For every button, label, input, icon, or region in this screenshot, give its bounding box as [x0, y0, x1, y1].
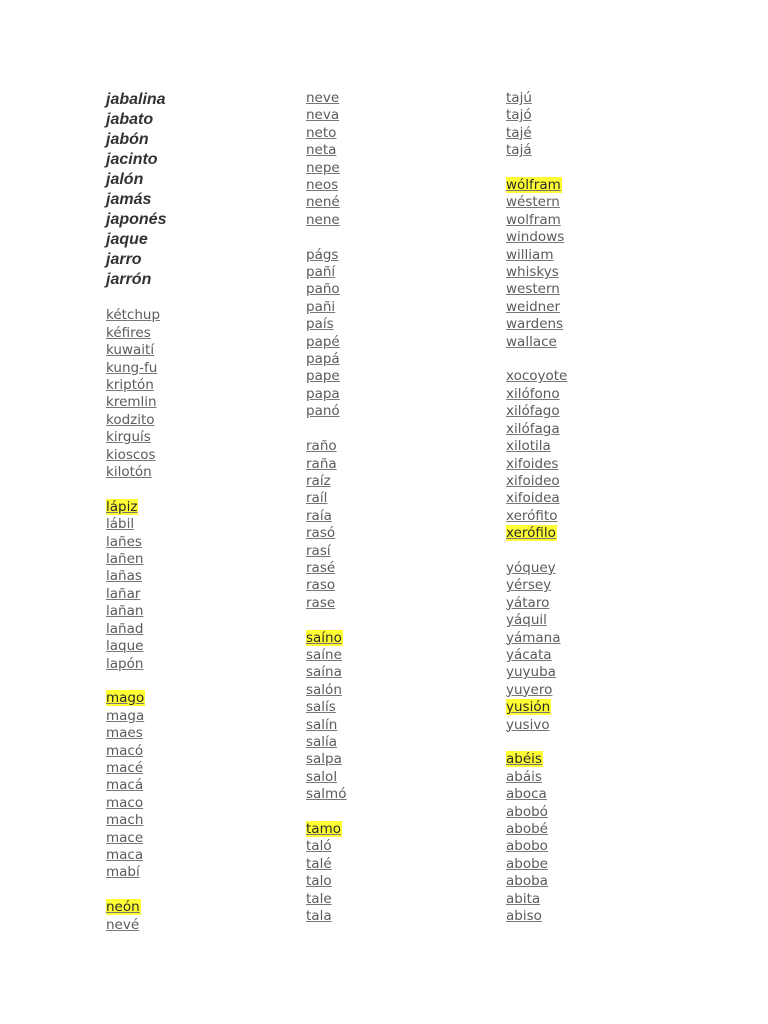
word-link[interactable]	[106, 464, 166, 481]
word-link[interactable]	[506, 264, 568, 281]
word-link[interactable]	[506, 334, 568, 351]
word-text: yámana	[506, 629, 561, 646]
word-link[interactable]	[306, 717, 347, 734]
word-text: tala	[306, 908, 332, 925]
word-link[interactable]	[306, 856, 347, 873]
word-link[interactable]	[506, 838, 568, 855]
word-text: xifoidea	[506, 490, 560, 507]
word-link[interactable]	[506, 403, 568, 420]
word-link[interactable]	[306, 90, 347, 107]
word-text: kirguís	[106, 429, 151, 446]
word-link[interactable]	[106, 429, 166, 446]
word-text: papé	[306, 333, 340, 350]
word-text: nepe	[306, 159, 340, 176]
word-text: tamo	[306, 821, 341, 837]
word-link[interactable]	[306, 751, 347, 768]
highlighted-word-link[interactable]	[106, 899, 166, 916]
word-text: rasó	[306, 525, 336, 542]
word-link[interactable]	[106, 795, 166, 812]
word-text: abobó	[506, 803, 548, 820]
word-link[interactable]	[306, 647, 347, 664]
word-link[interactable]	[306, 142, 347, 159]
word-group	[306, 821, 347, 925]
group-spacer	[106, 290, 166, 307]
bold-word	[106, 250, 166, 270]
word-text: yáquil	[506, 612, 547, 629]
group-spacer	[306, 612, 347, 629]
word-text: abiso	[506, 908, 542, 925]
bold-word	[106, 190, 166, 210]
word-link[interactable]	[306, 299, 347, 316]
word-text: yátaro	[506, 594, 550, 611]
word-text: panó	[306, 403, 340, 420]
word-link[interactable]	[106, 307, 166, 324]
word-text: talo	[306, 873, 332, 890]
word-link[interactable]	[106, 847, 166, 864]
word-text: lábil	[106, 516, 135, 533]
word-text: kilotón	[106, 464, 152, 481]
word-link[interactable]	[306, 281, 347, 298]
word-link[interactable]	[506, 438, 568, 455]
word-text: yuyero	[506, 681, 553, 698]
group-spacer	[306, 229, 347, 246]
word-link[interactable]	[306, 769, 347, 786]
word-link[interactable]	[106, 812, 166, 829]
highlighted-word-link[interactable]	[506, 177, 568, 194]
word-link[interactable]	[506, 577, 568, 594]
word-link[interactable]	[306, 107, 347, 124]
word-text: aboba	[506, 873, 548, 890]
word-link[interactable]	[106, 586, 166, 603]
word-text: tajú	[506, 90, 532, 106]
highlighted-word-link[interactable]	[506, 699, 568, 716]
word-group	[306, 247, 347, 421]
word-link[interactable]	[306, 595, 347, 612]
word-text: lañas	[106, 568, 142, 585]
bold-word	[106, 110, 166, 130]
word-text: rasé	[306, 559, 336, 576]
word-link[interactable]	[306, 160, 347, 177]
word-link[interactable]	[106, 656, 166, 673]
word-text: kuwaití	[106, 342, 155, 359]
word-text: nene	[306, 211, 340, 228]
word-text: lañes	[106, 533, 142, 550]
word-link[interactable]	[106, 638, 166, 655]
word-text: laque	[106, 638, 144, 655]
word-link[interactable]	[106, 325, 166, 342]
highlighted-word-link[interactable]	[506, 525, 568, 542]
word-link[interactable]	[106, 377, 166, 394]
word-text: rasí	[306, 542, 331, 559]
word-link[interactable]	[506, 386, 568, 403]
bold-word	[106, 230, 166, 250]
word-text: págs	[306, 246, 339, 263]
word-text: salpa	[306, 751, 342, 768]
word-group	[306, 438, 347, 612]
word-text: abáis	[506, 768, 542, 785]
word-link[interactable]	[306, 194, 347, 211]
word-text: macá	[106, 777, 144, 794]
word-link[interactable]	[306, 560, 347, 577]
word-text: xilotila	[506, 438, 551, 455]
word-link[interactable]	[306, 508, 347, 525]
word-group	[506, 90, 568, 160]
word-link[interactable]	[506, 786, 568, 803]
word-link[interactable]	[506, 107, 568, 124]
word-text: saíne	[306, 646, 342, 663]
word-text: jarrón	[106, 271, 152, 288]
word-column-2	[306, 90, 347, 925]
word-link[interactable]	[506, 490, 568, 507]
word-text: kéfires	[106, 324, 151, 341]
word-text: maga	[106, 707, 145, 724]
group-spacer	[306, 804, 347, 821]
word-text: xerófito	[506, 507, 558, 524]
word-text: neto	[306, 124, 337, 141]
word-text: raño	[306, 438, 337, 455]
word-link[interactable]	[106, 516, 166, 533]
word-link[interactable]	[106, 551, 166, 568]
word-link[interactable]	[506, 212, 568, 229]
word-link[interactable]	[106, 394, 166, 411]
word-text: macó	[106, 742, 144, 759]
word-text: kung-fu	[106, 359, 158, 376]
word-link[interactable]	[106, 864, 166, 881]
word-link[interactable]	[106, 447, 166, 464]
word-text: wólfram	[506, 177, 561, 194]
word-link[interactable]	[306, 264, 347, 281]
word-group	[106, 90, 166, 290]
word-link[interactable]	[506, 664, 568, 681]
word-text: neón	[106, 899, 140, 916]
word-text: neva	[306, 107, 340, 124]
word-link[interactable]	[306, 473, 347, 490]
word-link[interactable]	[106, 568, 166, 585]
word-text: xifoideo	[506, 472, 560, 489]
word-text: xerófilo	[506, 525, 556, 542]
word-link[interactable]	[506, 612, 568, 629]
word-link[interactable]	[506, 908, 568, 925]
word-group	[506, 751, 568, 925]
word-text: weidner	[506, 298, 561, 315]
word-link[interactable]	[306, 386, 347, 403]
word-column-3	[506, 90, 568, 925]
word-link[interactable]	[506, 194, 568, 211]
highlighted-word-link[interactable]	[306, 630, 347, 647]
word-text: taló	[306, 838, 332, 855]
word-text: japonés	[106, 211, 167, 228]
word-text: abobe	[506, 855, 548, 872]
word-text: neve	[306, 90, 340, 106]
word-text: wardens	[506, 316, 564, 333]
word-text: mabí	[106, 864, 140, 881]
word-text: maco	[106, 794, 144, 811]
word-link[interactable]	[106, 777, 166, 794]
word-text: abobé	[506, 821, 548, 837]
word-link[interactable]	[506, 281, 568, 298]
word-text: yusión	[506, 699, 551, 716]
word-text: paño	[306, 281, 340, 298]
bold-word	[106, 270, 166, 290]
word-text: salmó	[306, 786, 347, 803]
word-link[interactable]	[106, 725, 166, 742]
word-text: nevé	[106, 916, 140, 933]
word-text: saína	[306, 664, 342, 681]
word-text: neos	[306, 177, 339, 194]
word-text: aboca	[506, 786, 547, 803]
word-link[interactable]	[106, 603, 166, 620]
bold-word	[106, 210, 166, 230]
word-text: yácata	[506, 646, 552, 663]
word-link[interactable]	[506, 142, 568, 159]
bold-word	[106, 170, 166, 190]
word-link[interactable]	[506, 229, 568, 246]
word-text: mace	[106, 829, 144, 846]
word-text: jamás	[106, 191, 152, 208]
word-link[interactable]	[506, 682, 568, 699]
word-link[interactable]	[506, 90, 568, 107]
word-text: talé	[306, 855, 332, 872]
word-text: salón	[306, 681, 342, 698]
word-link[interactable]	[306, 664, 347, 681]
word-link[interactable]	[506, 125, 568, 142]
word-group	[306, 630, 347, 804]
word-text: yusivo	[506, 716, 550, 733]
word-text: tajó	[506, 107, 532, 124]
word-link[interactable]	[306, 351, 347, 368]
word-text: macé	[106, 759, 144, 776]
word-link[interactable]	[506, 316, 568, 333]
word-link[interactable]	[506, 368, 568, 385]
word-text: william	[506, 246, 554, 263]
word-text: papa	[306, 385, 340, 402]
word-text: maca	[106, 846, 144, 863]
word-link[interactable]	[106, 830, 166, 847]
word-link[interactable]	[306, 891, 347, 908]
word-link[interactable]	[506, 508, 568, 525]
word-link[interactable]	[306, 247, 347, 264]
word-link[interactable]	[306, 368, 347, 385]
word-text: rase	[306, 594, 336, 611]
word-text: jacinto	[106, 151, 158, 168]
word-text: tale	[306, 890, 332, 907]
word-link[interactable]	[106, 360, 166, 377]
word-group	[506, 368, 568, 542]
word-group	[306, 90, 347, 229]
word-link[interactable]	[506, 560, 568, 577]
group-spacer	[506, 543, 568, 560]
word-text: jabón	[106, 131, 149, 148]
word-link[interactable]	[106, 917, 166, 934]
highlighted-word-link[interactable]	[106, 690, 166, 707]
word-text: whiskys	[506, 264, 559, 281]
word-text: wéstern	[506, 194, 560, 211]
word-text: yérsey	[506, 577, 552, 594]
word-text: jabalina	[106, 91, 166, 108]
word-link[interactable]	[106, 534, 166, 551]
word-text: papá	[306, 351, 340, 368]
word-link[interactable]	[506, 821, 568, 838]
word-link[interactable]	[506, 595, 568, 612]
word-text: pape	[306, 368, 340, 385]
word-text: raña	[306, 455, 337, 472]
highlighted-word-link[interactable]	[506, 751, 568, 768]
word-link[interactable]	[506, 873, 568, 890]
word-text: kioscos	[106, 446, 156, 463]
word-column-1	[106, 90, 166, 934]
word-text: salol	[306, 768, 338, 785]
word-text: lañan	[106, 603, 144, 620]
word-link[interactable]	[106, 412, 166, 429]
word-group	[506, 560, 568, 734]
word-link[interactable]	[506, 473, 568, 490]
word-text: pañi	[306, 298, 336, 315]
word-text: abita	[506, 890, 541, 907]
word-text: salía	[306, 733, 338, 750]
word-text: saíno	[306, 629, 342, 646]
word-text: wolfram	[506, 211, 561, 228]
word-text: jaque	[106, 231, 148, 248]
bold-word	[106, 90, 166, 110]
word-group	[106, 499, 166, 673]
group-spacer	[506, 734, 568, 751]
word-text: lañar	[106, 585, 141, 602]
word-text: western	[506, 281, 560, 298]
word-link[interactable]	[306, 734, 347, 751]
word-link[interactable]	[306, 177, 347, 194]
word-link[interactable]	[506, 247, 568, 264]
word-group	[106, 307, 166, 481]
word-link[interactable]	[106, 342, 166, 359]
word-text: salís	[306, 699, 336, 716]
word-link[interactable]	[506, 299, 568, 316]
word-text: lapón	[106, 655, 144, 672]
word-text: mach	[106, 812, 144, 829]
word-link[interactable]	[306, 786, 347, 803]
word-text: xilófago	[506, 403, 560, 420]
word-link[interactable]	[306, 838, 347, 855]
group-spacer	[506, 160, 568, 177]
word-text: raso	[306, 577, 336, 594]
word-link[interactable]	[106, 760, 166, 777]
word-text: xifoides	[506, 455, 559, 472]
word-link[interactable]	[306, 490, 347, 507]
word-text: xilófaga	[506, 420, 560, 437]
word-text: yuyuba	[506, 664, 556, 681]
word-text: mago	[106, 690, 145, 707]
word-text: lañad	[106, 620, 144, 637]
word-link[interactable]	[306, 699, 347, 716]
word-link[interactable]	[506, 647, 568, 664]
word-text: jalón	[106, 171, 144, 188]
word-text: windows	[506, 229, 565, 246]
word-text: xocoyote	[506, 368, 568, 385]
word-text: pañí	[306, 264, 336, 281]
word-text: kriptón	[106, 377, 154, 394]
word-text: maes	[106, 725, 143, 742]
word-link[interactable]	[306, 334, 347, 351]
word-text: abéis	[506, 751, 542, 768]
word-text: tajé	[506, 124, 532, 141]
word-link[interactable]	[306, 682, 347, 699]
word-text: tajá	[506, 142, 532, 159]
word-text: raíl	[306, 490, 328, 507]
word-text: jarro	[106, 251, 142, 268]
word-link[interactable]	[306, 873, 347, 890]
word-link[interactable]	[306, 577, 347, 594]
word-text: nené	[306, 194, 340, 211]
word-text: raíz	[306, 472, 331, 489]
word-link[interactable]	[306, 316, 347, 333]
word-link[interactable]	[106, 743, 166, 760]
group-spacer	[106, 882, 166, 899]
word-link[interactable]	[506, 891, 568, 908]
word-group	[106, 899, 166, 934]
bold-word	[106, 150, 166, 170]
highlighted-word-link[interactable]	[306, 821, 347, 838]
word-link[interactable]	[106, 621, 166, 638]
word-text: xilófono	[506, 385, 560, 402]
word-text: país	[306, 316, 334, 333]
word-link[interactable]	[506, 804, 568, 821]
word-text: jabato	[106, 111, 154, 128]
word-text: lañen	[106, 551, 144, 568]
group-spacer	[106, 481, 166, 498]
word-link[interactable]	[306, 908, 347, 925]
word-group	[106, 690, 166, 881]
word-group	[506, 177, 568, 351]
word-text: kétchup	[106, 307, 161, 324]
word-text: abobo	[506, 838, 548, 855]
bold-word	[106, 130, 166, 150]
word-link[interactable]	[506, 769, 568, 786]
word-text: neta	[306, 142, 337, 159]
word-text: kodzito	[106, 411, 155, 428]
word-text: yóquey	[506, 559, 556, 576]
word-link[interactable]	[506, 717, 568, 734]
word-link[interactable]	[506, 456, 568, 473]
word-link[interactable]	[306, 212, 347, 229]
word-text: wallace	[506, 333, 557, 350]
highlighted-word-link[interactable]	[106, 499, 166, 516]
word-link[interactable]	[306, 456, 347, 473]
word-text: lápiz	[106, 498, 138, 515]
word-link[interactable]	[306, 403, 347, 420]
word-link[interactable]	[506, 856, 568, 873]
word-link[interactable]	[306, 438, 347, 455]
word-link[interactable]	[306, 543, 347, 560]
group-spacer	[306, 421, 347, 438]
word-link[interactable]	[306, 525, 347, 542]
word-link[interactable]	[306, 125, 347, 142]
word-link[interactable]	[106, 708, 166, 725]
word-link[interactable]	[506, 421, 568, 438]
word-link[interactable]	[506, 630, 568, 647]
group-spacer	[506, 351, 568, 368]
word-text: salín	[306, 716, 338, 733]
word-text: kremlin	[106, 394, 157, 411]
word-text: raía	[306, 507, 332, 524]
group-spacer	[106, 673, 166, 690]
